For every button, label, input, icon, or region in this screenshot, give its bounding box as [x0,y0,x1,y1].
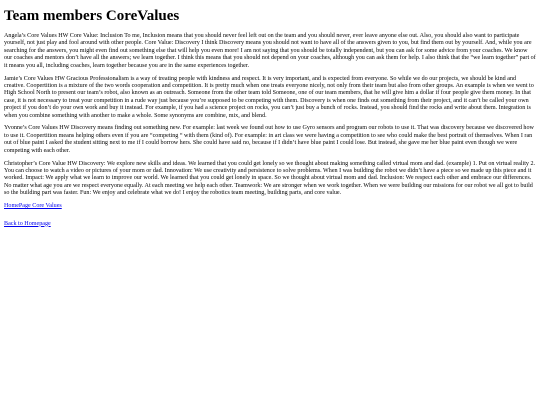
back-to-homepage-link[interactable]: Back to Homepage [4,220,51,227]
paragraph-angela: Angela’s Core Values HW Core Value: Inclusion To me, Inclusion means that you should never feel left out on the team and you should never, ever leave anyone else out. Also, you should also want to participate yourself, not just play and fool around with other people. Core Value: Discovery I think Discovery means you should not want to have all of the answers given to you, but find them out by yourself. And, while you are searching for the answers, you might even find out something else that will help you even more! I am not saying that you should be totally independent, but you can ask for some advice from your coaches. We know our coaches and mentors don’t have all the answers; we learn together. I think this means that you should not depend on your coaches, although you can ask them for help. I also think that the “we learn together” part of it means you all, including coaches, learn together because you are in the same experiences together. [4,33,536,69]
paragraph-yvonne: Yvonne’s Core Values HW Discovery means finding out something new. For example: last week we found out how to use Gyro sensors and program our robots to use it. That was discovery because we discovered how to use it. Coopertition means helping others even if you are “competing “ with them (kind of). For example: in art class we were having a competition to see who could make the best portrait of themselves. When I ran out of blue paint I asked the student sitting next to me if I could borrow hers. She could have said no, because if I didn’t have blue paint I could lose. But instead, she gave me her blue paint even though we were competing with each other. [4,125,534,154]
paragraph-jamie: Jamie’s Core Values HW Gracious Professionalism is a way of treating people with kindness and respect. It is very important, and is expected from everyone. So while we do our projects, we should be kind and creative. Coopertition is a mixture of the two words cooperation and competition. It is pretty much when one treats everyone nicely, not only from their team but also from other groups. An example is when we went to High School North to present our team’s robot, also known as an outreach. Someone from the other team told Someone, one of our team members, that he will give him a dollar if four people give them money. In that case, it is not necessary to treat your competition in a rude way just because you’re supposed to be competing with them. Discovery is when one finds out something from their project, and it can’t be called your own project if you don’t do your own work and buy it instead. For example, if you had a science project on rocks, you can’t just buy a bunch of rocks. Instead, you should find the rocks and write about them. Integration is when you combine something with another to make a whole. Some synonyms are combine, mix, and blend. [4,75,534,119]
paragraph-christopher: Christopher’s Core Value HW Discovery: We explore new skills and ideas. We learned that you could get lonely so we thought about making something called virtual mom and dad. (example) 1. Put on virtual reality 2. You can choose to watch a video or pictures of your mom or dad. Innovation: We use creativity and persistence to solve problems. When I was building the robot we didn’t have a piece so we made up this piece and it worked. Impact: We apply what we learn to improve our world. We learned that you could get lonely in space. So we thought about virtual mom and dad. Inclusion: We respect each other and embrace our differences. No matter what age you are we respect everyone equally. At each meeting we help each other. Teamwork: We are stronger when we work together. When we were building our missions for our robot we all got to build so the building part was faster. Fun: We enjoy and celebrate what we do! I enjoy the robotics team meeting, building parts, and core value. [4,160,536,197]
homepage-core-values-link[interactable]: HomePage Core Values [4,203,62,210]
back-to-homepage-link-container [4,221,536,228]
page-title: Team members CoreValues [4,8,180,24]
homepage-core-values-link-container [4,203,536,210]
